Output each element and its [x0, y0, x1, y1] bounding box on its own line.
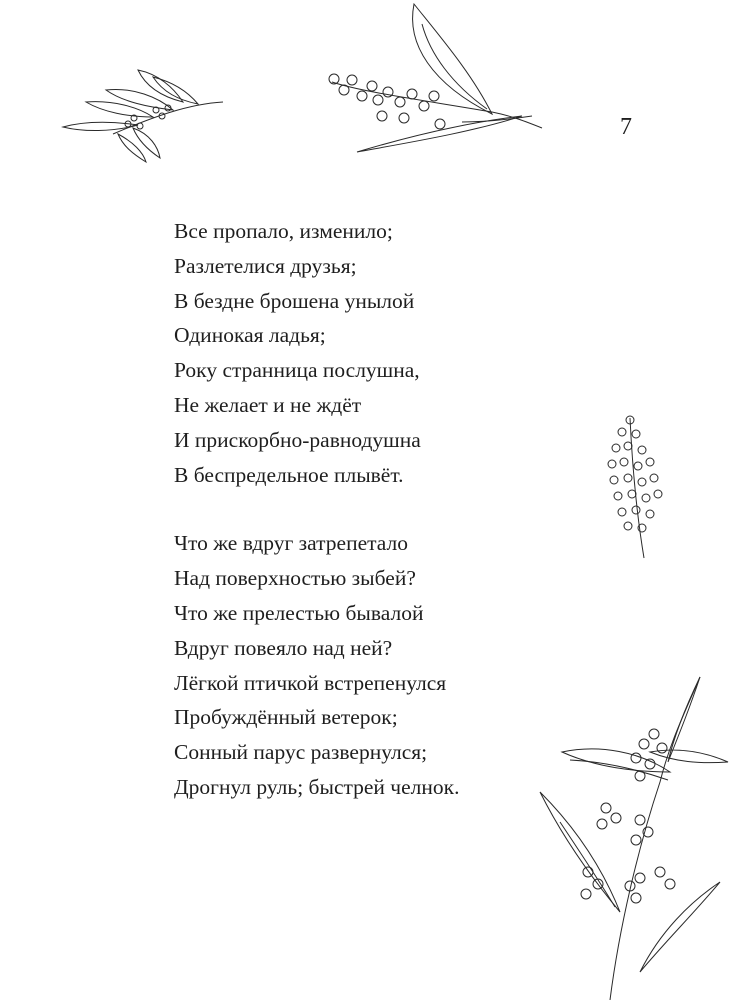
poem-line: Пробуждённый ветерок; [174, 705, 398, 730]
mimosa-branch-bottom-right [540, 672, 730, 1000]
poem-line: Лёгкой птичкой встрепенулся [174, 670, 447, 695]
poem-line: Одинокая ладья; [174, 323, 326, 348]
poem-line: Что же вдруг затрепетало [174, 531, 409, 556]
poem-line: Что же прелестью бывалой [174, 600, 424, 625]
poem-line: Сонный парус развернулся; [174, 740, 428, 765]
mimosa-cluster-right [600, 410, 672, 560]
poem-line: Не желает и не ждёт [174, 392, 362, 417]
poem-line: Все пропало, изменило; [174, 219, 393, 243]
poem-line: И прискорбно-равнодушна [174, 427, 421, 452]
stanza-1 [174, 214, 459, 492]
poem-line: Разлетелися друзья; [174, 253, 357, 278]
poem-line: Над поверхностью зыбей? [174, 566, 416, 591]
mimosa-sprig-top-center [322, 4, 547, 154]
poem-line: Року странница послушна, [174, 358, 420, 383]
poem-line: Вдруг повеяло над ней? [174, 635, 393, 660]
poem-line: В беспредельное плывёт. [174, 462, 404, 487]
mimosa-sprig-top-left [58, 62, 228, 162]
poem-line: В бездне брошена унылой [174, 288, 415, 313]
poem-line: Дрогнул руль; быстрей челнок. [174, 774, 460, 799]
page-number: 7 [620, 114, 632, 140]
stanza-2 [174, 526, 459, 804]
poem [174, 214, 459, 805]
